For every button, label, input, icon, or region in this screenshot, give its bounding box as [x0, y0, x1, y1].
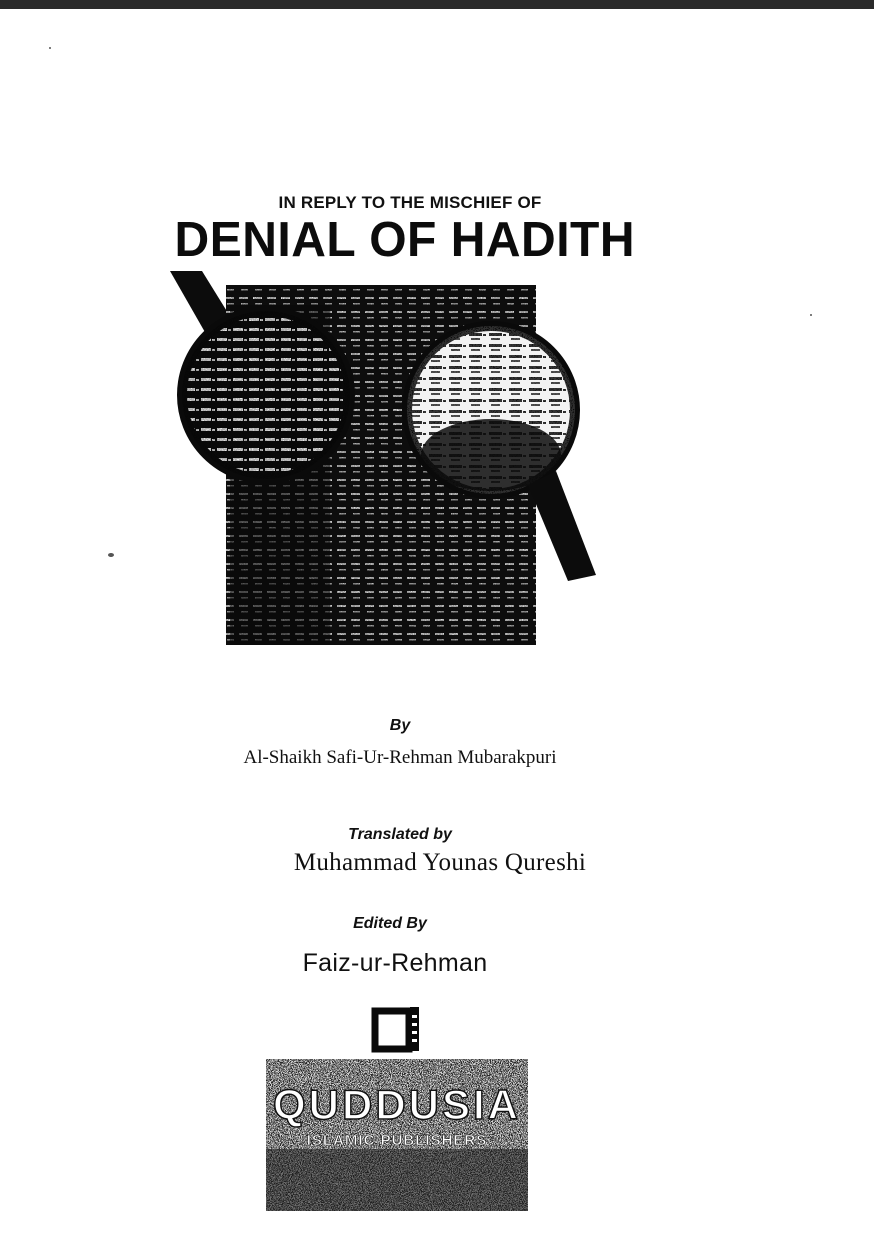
cover-subtitle: IN REPLY TO THE MISCHIEF OF [278, 193, 542, 212]
window-top-bar [0, 0, 874, 9]
author-name: Al-Shaikh Safi-Ur-Rehman Mubarakpuri [243, 747, 557, 768]
editor-name: Faiz-ur-Rehman [302, 949, 488, 977]
scan-speck [49, 47, 51, 49]
magnifier-illustration [168, 265, 598, 655]
cover-title: DENIAL OF HADITH [174, 213, 636, 267]
scan-speck [108, 553, 114, 557]
translator-name: Muhammad Younas Qureshi [293, 849, 587, 876]
translator-label: Translated by [348, 826, 452, 843]
editor-label: Edited By [353, 915, 427, 932]
publisher-tagline: ISLAMIC PUBLISHERS [306, 1132, 488, 1149]
publisher-name: QUDDUSIA [272, 1081, 522, 1128]
book-cover-page [0, 9, 874, 1238]
publisher-logo [266, 1059, 528, 1211]
scan-speck [810, 314, 812, 316]
book-emblem-icon [370, 1005, 422, 1053]
author-label: By [389, 717, 411, 734]
